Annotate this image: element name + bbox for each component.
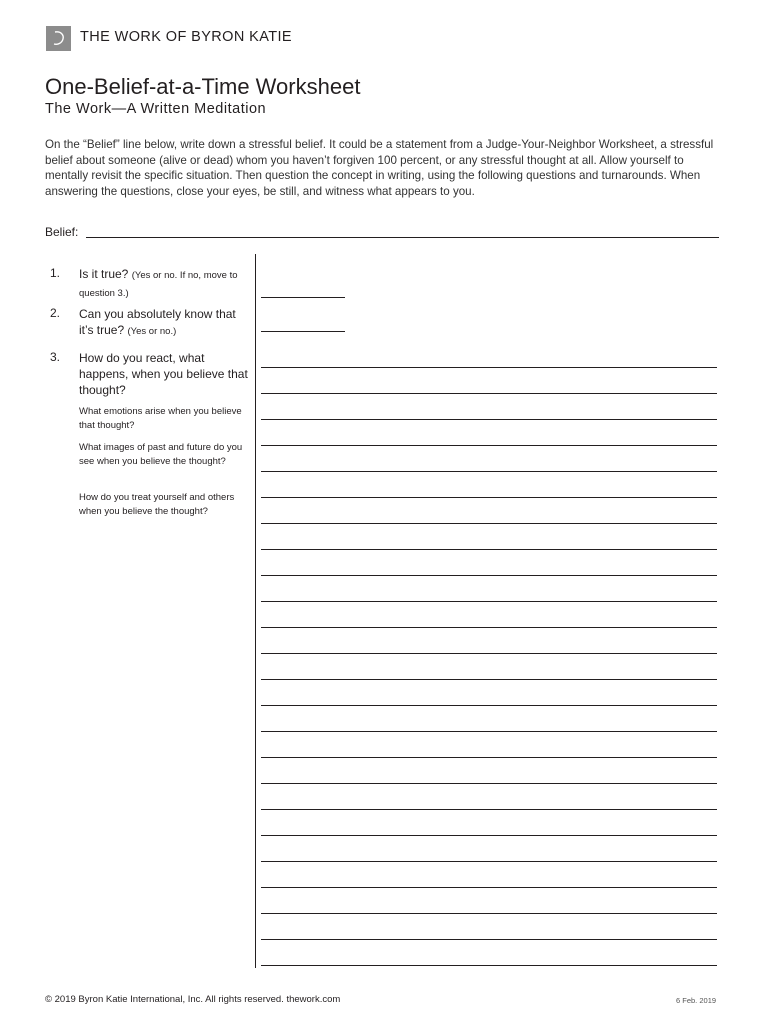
sub-question-images: What images of past and future do you see when you believe the thought? (79, 442, 243, 467)
sub-question-emotions: What emotions arise when you believe that thought? (79, 406, 242, 431)
sub-question-treatment: How do you treat yourself and others when you believe the thought? (79, 492, 235, 517)
question-3-number: 3. (50, 350, 61, 364)
answer-line[interactable] (261, 835, 717, 836)
answer-line[interactable] (261, 705, 717, 706)
question-1 (79, 266, 254, 302)
answer-line[interactable] (261, 939, 717, 940)
answer-line[interactable] (261, 913, 717, 914)
question-1-text: Is it true? (79, 267, 129, 281)
answer-line[interactable] (261, 549, 717, 550)
answer-line[interactable] (261, 601, 717, 602)
question-2-number: 2. (50, 306, 61, 320)
footer-copyright: © 2019 Byron Katie International, Inc. All rights reserved. thework.com (45, 994, 341, 1005)
answer-line[interactable] (261, 965, 717, 966)
brand-name: THE WORK OF BYRON KATIE (80, 29, 292, 45)
question-1-number: 1. (50, 266, 61, 280)
answer-line[interactable] (261, 575, 717, 576)
answer-line[interactable] (261, 445, 717, 446)
page-subtitle: The Work—A Written Meditation (45, 101, 267, 117)
answer-line[interactable] (261, 679, 717, 680)
answer-line[interactable] (261, 367, 717, 368)
answer-line[interactable] (261, 861, 717, 862)
answer-line[interactable] (261, 627, 717, 628)
page-title: One-Belief-at-a-Time Worksheet (45, 74, 361, 99)
answer-line[interactable] (261, 471, 717, 472)
question-2-hint: (Yes or no.) (127, 326, 177, 337)
answer-line[interactable] (261, 757, 717, 758)
question-2-text: Can you absolutely know that it’s true? (79, 307, 236, 337)
answer-line[interactable] (261, 731, 717, 732)
answer-line[interactable] (261, 419, 717, 420)
question-3 (79, 350, 251, 398)
question-2-answer-line[interactable] (261, 331, 345, 332)
answer-line[interactable] (261, 653, 717, 654)
question-1-answer-line[interactable] (261, 297, 345, 298)
question-1-hint: (Yes or no. If no, move to question 3.) (79, 270, 238, 299)
column-divider (255, 254, 256, 968)
question-3-text: How do you react, what happens, when you believe that thought? (79, 351, 248, 397)
answer-line[interactable] (261, 523, 717, 524)
answer-line[interactable] (261, 887, 717, 888)
logo-icon (46, 26, 71, 51)
logo-swirl-icon (46, 26, 71, 51)
answer-line[interactable] (261, 497, 717, 498)
question-2 (79, 306, 239, 340)
answer-line[interactable] (261, 809, 717, 810)
answer-line[interactable] (261, 783, 717, 784)
belief-answer-line[interactable] (86, 237, 719, 238)
instructions-paragraph: On the “Belief” line below, write down a stressful belief. It could be a statement from a Judge-Your-Neighbor Worksheet, a stressful belief about someone (alive or dead) whom you haven’t forgiven 100 percent, or any stressful thought at all. Allow yourself to mentally revisit the specific situation. Then question the concept in writing, using the following questions and turnarounds. When answering the questions, close your eyes, be still, and witness what appears to you. (45, 138, 714, 198)
answer-line[interactable] (261, 393, 717, 394)
belief-label: Belief: (45, 225, 79, 239)
footer-date: 6 Feb. 2019 (676, 996, 717, 1005)
